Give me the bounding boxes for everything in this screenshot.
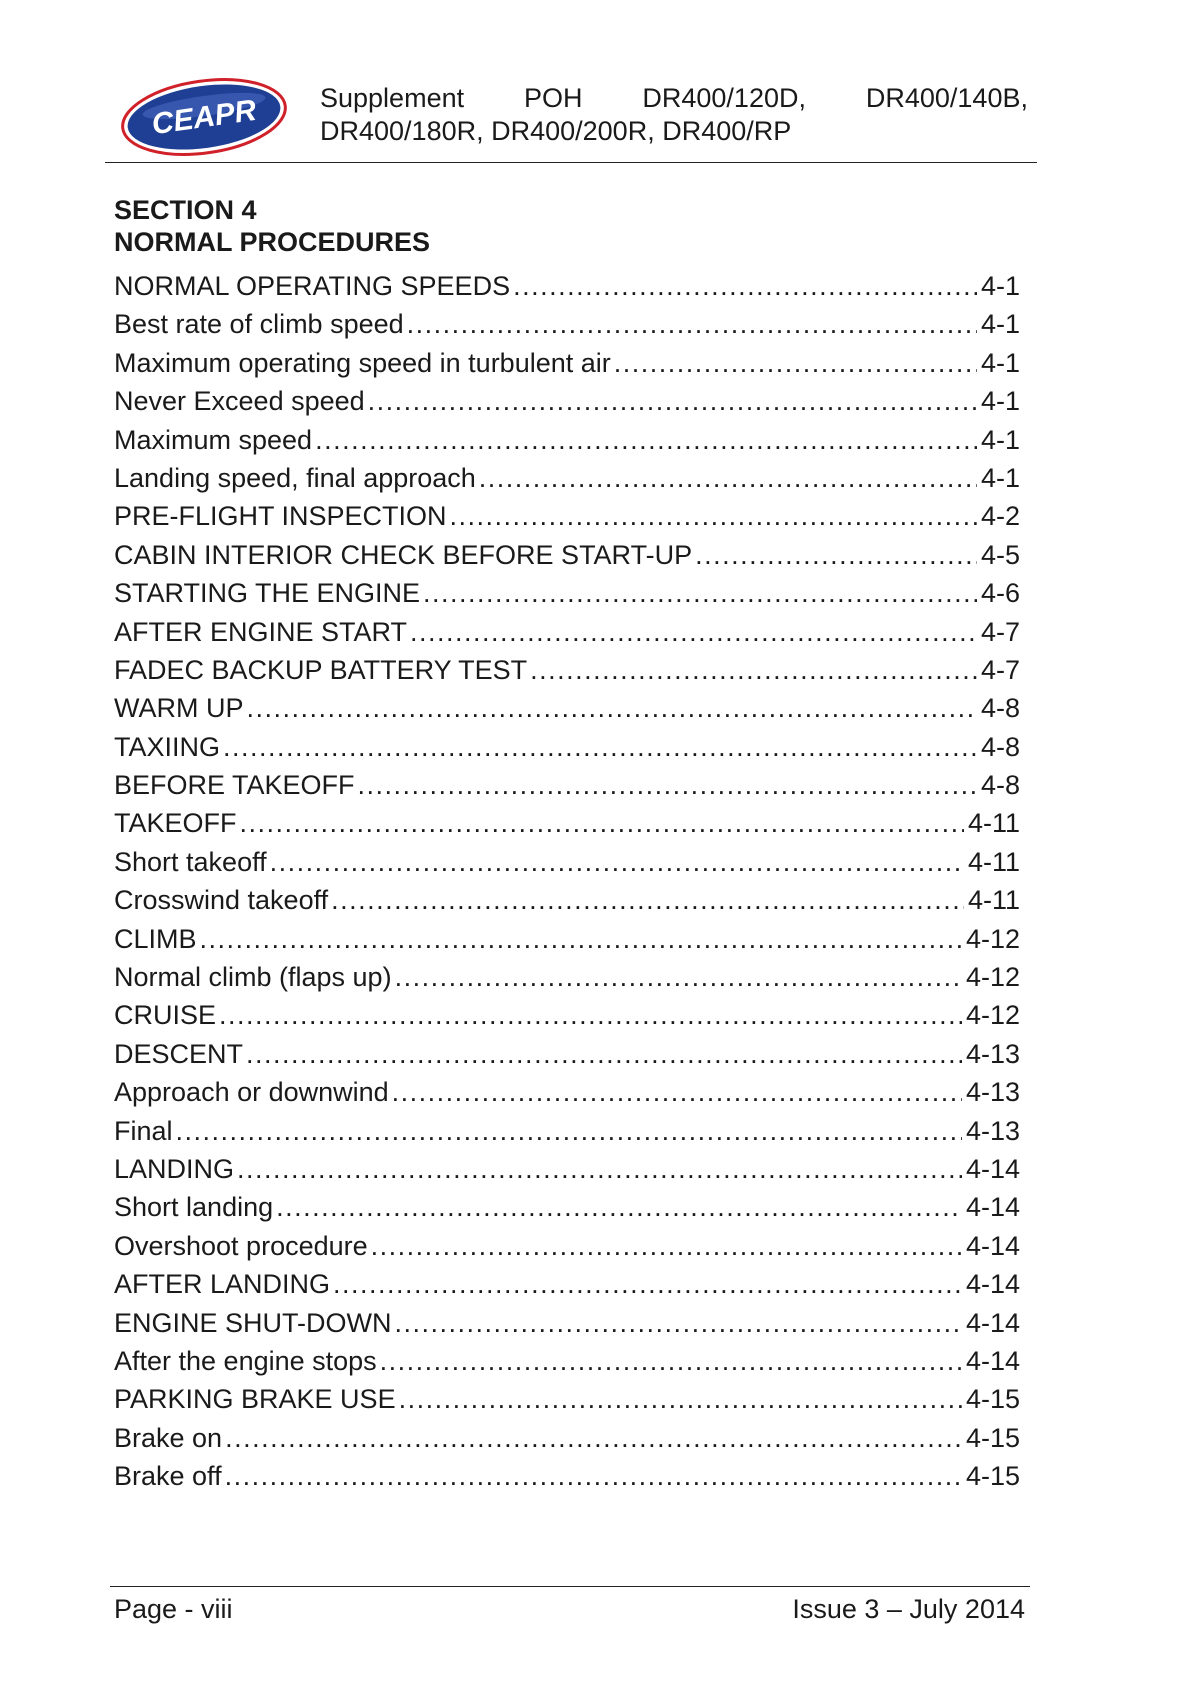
toc-entry-page: 4-8	[980, 693, 1020, 724]
header-word: DR400/140B,	[865, 83, 1028, 113]
toc-entry-page: 4-8	[980, 770, 1020, 801]
toc-entry-page: 4-8	[980, 731, 1020, 762]
document-header	[320, 82, 1028, 148]
toc-entry-title: Approach or downwind	[114, 1077, 389, 1108]
toc-entry[interactable]	[114, 382, 1020, 420]
toc-entry[interactable]	[114, 1073, 1020, 1111]
toc-dot-leader	[423, 574, 977, 612]
toc-entry-title: Normal climb (flaps up)	[114, 962, 392, 993]
toc-dot-leader	[380, 1342, 962, 1380]
toc-dot-leader	[695, 536, 977, 574]
logo-text: CEAPR	[149, 93, 259, 142]
toc-dot-leader	[270, 843, 964, 881]
toc-entry-page: 4-15	[965, 1422, 1020, 1453]
table-of-contents	[114, 267, 1020, 1496]
toc-entry-page: 4-13	[965, 1038, 1020, 1069]
toc-entry[interactable]	[114, 459, 1020, 497]
toc-entry-title: Brake on	[114, 1422, 223, 1453]
toc-entry-page: 4-12	[965, 1000, 1020, 1031]
toc-entry-page: 4-11	[967, 846, 1020, 877]
toc-entry[interactable]	[114, 1419, 1020, 1457]
toc-entry-title: TAXIING	[114, 731, 221, 762]
toc-entry-title: WARM UP	[114, 693, 244, 724]
toc-dot-leader	[276, 1188, 962, 1226]
toc-entry[interactable]	[114, 881, 1020, 919]
toc-dot-leader	[395, 1304, 962, 1342]
toc-entry[interactable]	[114, 1265, 1020, 1303]
toc-dot-leader	[240, 804, 964, 842]
toc-entry[interactable]	[114, 1035, 1020, 1073]
toc-entry-title: TAKEOFF	[114, 808, 237, 839]
toc-dot-leader	[371, 1227, 962, 1265]
toc-entry-title: CRUISE	[114, 1000, 217, 1031]
toc-entry-page: 4-13	[965, 1115, 1020, 1146]
toc-entry-title: AFTER ENGINE START	[114, 616, 408, 647]
toc-entry[interactable]	[114, 1342, 1020, 1380]
toc-dot-leader	[399, 1380, 962, 1418]
toc-dot-leader	[450, 497, 977, 535]
toc-entry-title: After the engine stops	[114, 1345, 377, 1376]
toc-dot-leader	[315, 421, 977, 459]
toc-dot-leader	[614, 344, 977, 382]
toc-entry-title: Short landing	[114, 1192, 274, 1223]
toc-entry[interactable]	[114, 536, 1020, 574]
toc-dot-leader	[358, 766, 977, 804]
toc-entry[interactable]	[114, 843, 1020, 881]
toc-entry-title: CLIMB	[114, 923, 197, 954]
toc-dot-leader	[410, 613, 977, 651]
toc-entry[interactable]	[114, 574, 1020, 612]
toc-entry-title: FADEC BACKUP BATTERY TEST	[114, 654, 528, 685]
toc-dot-leader	[225, 1419, 962, 1457]
toc-entry[interactable]	[114, 305, 1020, 343]
toc-entry-title: Final	[114, 1115, 173, 1146]
header-word: POH	[523, 83, 583, 113]
toc-dot-leader	[333, 1265, 962, 1303]
toc-entry-title: PARKING BRAKE USE	[114, 1384, 396, 1415]
toc-entry-page: 4-14	[965, 1192, 1020, 1223]
toc-entry[interactable]	[114, 1227, 1020, 1265]
toc-entry-title: AFTER LANDING	[114, 1269, 331, 1300]
toc-entry-page: 4-1	[980, 271, 1020, 301]
toc-entry-title: STARTING THE ENGINE	[114, 578, 421, 609]
toc-dot-leader	[225, 1457, 962, 1495]
header-word: DR400/120D,	[642, 83, 806, 113]
toc-dot-leader	[247, 689, 977, 727]
toc-entry-title: Brake off	[114, 1461, 222, 1492]
toc-entry[interactable]	[114, 497, 1020, 535]
toc-dot-leader	[223, 728, 977, 766]
toc-entry-page: 4-15	[965, 1461, 1020, 1492]
toc-entry[interactable]	[114, 1188, 1020, 1226]
toc-dot-leader	[479, 459, 977, 497]
toc-dot-leader	[407, 305, 977, 343]
toc-entry-title: LANDING	[114, 1153, 235, 1184]
toc-entry-title: Crosswind takeoff	[114, 885, 329, 916]
header-title-line1	[320, 82, 1028, 115]
toc-entry-page: 4-7	[980, 616, 1020, 647]
toc-entry[interactable]	[114, 689, 1020, 727]
toc-dot-leader	[530, 651, 977, 689]
toc-entry-title: ENGINE SHUT-DOWN	[114, 1307, 392, 1338]
toc-entry-title: Best rate of climb speed	[114, 309, 404, 340]
toc-entry-title: Short takeoff	[114, 846, 267, 877]
toc-entry-page: 4-14	[965, 1153, 1020, 1184]
toc-entry[interactable]	[114, 1150, 1020, 1188]
toc-entry[interactable]	[114, 267, 1020, 305]
toc-entry-page: 4-1	[980, 309, 1020, 340]
toc-entry-page: 4-7	[980, 654, 1020, 685]
toc-entry-page: 4-6	[980, 578, 1020, 609]
toc-entry[interactable]	[114, 1112, 1020, 1150]
toc-dot-leader	[246, 1035, 962, 1073]
issue-date: Issue 3 – July 2014	[792, 1594, 1025, 1624]
toc-entry[interactable]	[114, 421, 1020, 459]
toc-dot-leader	[237, 1150, 962, 1188]
toc-entry[interactable]	[114, 1304, 1020, 1342]
toc-entry-title: Overshoot procedure	[114, 1230, 368, 1261]
toc-entry-title: NORMAL OPERATING SPEEDS	[114, 271, 511, 301]
toc-entry-page: 4-12	[965, 923, 1020, 954]
toc-dot-leader	[392, 1073, 962, 1111]
section-number: SECTION 4	[114, 195, 257, 225]
toc-entry[interactable]	[114, 958, 1020, 996]
toc-entry-title: CABIN INTERIOR CHECK BEFORE START-UP	[114, 539, 693, 570]
footer-divider	[110, 1586, 1030, 1587]
toc-entry-page: 4-5	[980, 539, 1020, 570]
toc-dot-leader	[200, 920, 962, 958]
toc-dot-leader	[513, 267, 977, 305]
ceapr-logo	[118, 76, 290, 158]
toc-entry-title: DESCENT	[114, 1038, 244, 1069]
toc-entry[interactable]	[114, 804, 1020, 842]
toc-entry[interactable]	[114, 728, 1020, 766]
toc-entry-page: 4-13	[965, 1077, 1020, 1108]
header-word: Supplement	[320, 83, 465, 113]
toc-entry[interactable]	[114, 651, 1020, 689]
toc-entry-title: PRE-FLIGHT INSPECTION	[114, 501, 447, 532]
toc-entry-page: 4-1	[980, 424, 1020, 455]
toc-entry-page: 4-14	[965, 1345, 1020, 1376]
toc-entry-page: 4-11	[967, 885, 1020, 916]
toc-entry-page: 4-1	[980, 386, 1020, 417]
toc-entry[interactable]	[114, 613, 1020, 651]
toc-entry[interactable]	[114, 766, 1020, 804]
header-divider	[105, 162, 1037, 163]
toc-entry-page: 4-14	[965, 1269, 1020, 1300]
toc-entry-page: 4-12	[965, 962, 1020, 993]
toc-entry-page: 4-15	[965, 1384, 1020, 1415]
toc-entry[interactable]	[114, 344, 1020, 382]
toc-entry-title: Maximum speed	[114, 424, 313, 455]
toc-dot-leader	[176, 1112, 962, 1150]
toc-entry-page: 4-14	[965, 1230, 1020, 1261]
toc-entry-page: 4-11	[967, 808, 1020, 839]
toc-entry-page: 4-14	[965, 1307, 1020, 1338]
toc-entry[interactable]	[114, 920, 1020, 958]
toc-entry[interactable]	[114, 1457, 1020, 1495]
toc-entry-title: BEFORE TAKEOFF	[114, 770, 355, 801]
toc-dot-leader	[331, 881, 964, 919]
toc-entry-page: 4-1	[980, 347, 1020, 378]
toc-entry-title: Never Exceed speed	[114, 386, 365, 417]
section-title: NORMAL PROCEDURES	[114, 227, 431, 257]
toc-dot-leader	[219, 996, 962, 1034]
toc-entry-title: Landing speed, final approach	[114, 462, 476, 493]
toc-entry[interactable]	[114, 996, 1020, 1034]
toc-entry-page: 4-2	[980, 501, 1020, 532]
toc-entry[interactable]	[114, 1380, 1020, 1418]
toc-entry-page: 4-1	[980, 462, 1020, 493]
toc-dot-leader	[368, 382, 977, 420]
toc-entry-title: Maximum operating speed in turbulent air	[114, 347, 611, 378]
header-title-line2: DR400/180R, DR400/200R, DR400/RP	[320, 116, 792, 146]
toc-dot-leader	[395, 958, 962, 996]
page-number: Page - viii	[114, 1594, 233, 1624]
ceapr-logo-graphic	[118, 76, 290, 158]
section-heading	[114, 194, 430, 258]
